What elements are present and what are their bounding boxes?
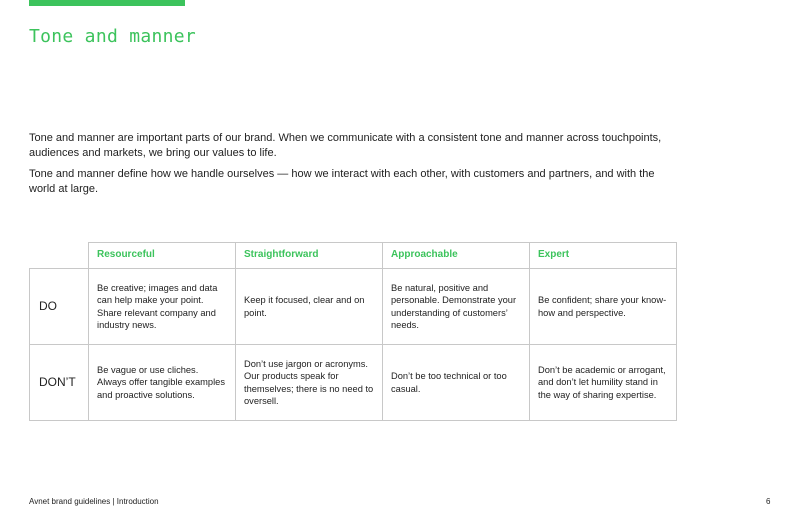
table-row-dont <box>30 345 677 421</box>
table-cell: Don’t be academic or arrogant, and don’t let humility stand in the way of sharing expertise. <box>530 345 677 421</box>
row-label-dont: DON’T <box>30 345 89 421</box>
column-header-resourceful: Resourceful <box>89 243 236 269</box>
table-header-row <box>30 243 677 269</box>
table-cell: Be creative; images and data can help make your point. Share relevant company and industry news. <box>89 269 236 345</box>
intro-paragraph: Tone and manner define how we handle ourselves — how we interact with each other, with customers and partners, and with the world at large. <box>29 168 655 195</box>
table-cell: Be vague or use cliches. Always offer tangible examples and proactive solutions. <box>89 345 236 421</box>
tone-manner-table <box>29 242 677 421</box>
page-number: 6 <box>766 497 771 506</box>
table-row-do <box>30 269 677 345</box>
row-label-do: DO <box>30 269 89 345</box>
intro-paragraph: Tone and manner are important parts of our brand. When we communicate with a consistent tone and manner across touchpoints, audiences and markets, we bring our values to life. <box>29 132 662 159</box>
footer-label: Avnet brand guidelines | Introduction <box>29 497 159 506</box>
table-corner-cell <box>30 243 89 269</box>
table-cell: Don’t use jargon or acronyms. Our products speak for themselves; there is no need to oversell. <box>236 345 383 421</box>
page-title: Tone and manner <box>29 26 197 47</box>
accent-bar <box>29 0 185 6</box>
table-cell: Don’t be too technical or too casual. <box>383 345 530 421</box>
table-cell: Be confident; share your know-how and perspective. <box>530 269 677 345</box>
table-cell: Keep it focused, clear and on point. <box>236 269 383 345</box>
column-header-approachable: Approachable <box>383 243 530 269</box>
table-cell: Be natural, positive and personable. Demonstrate your understanding of customers’ needs. <box>383 269 530 345</box>
intro-text <box>29 131 679 203</box>
column-header-straightforward: Straightforward <box>236 243 383 269</box>
column-header-expert: Expert <box>530 243 677 269</box>
